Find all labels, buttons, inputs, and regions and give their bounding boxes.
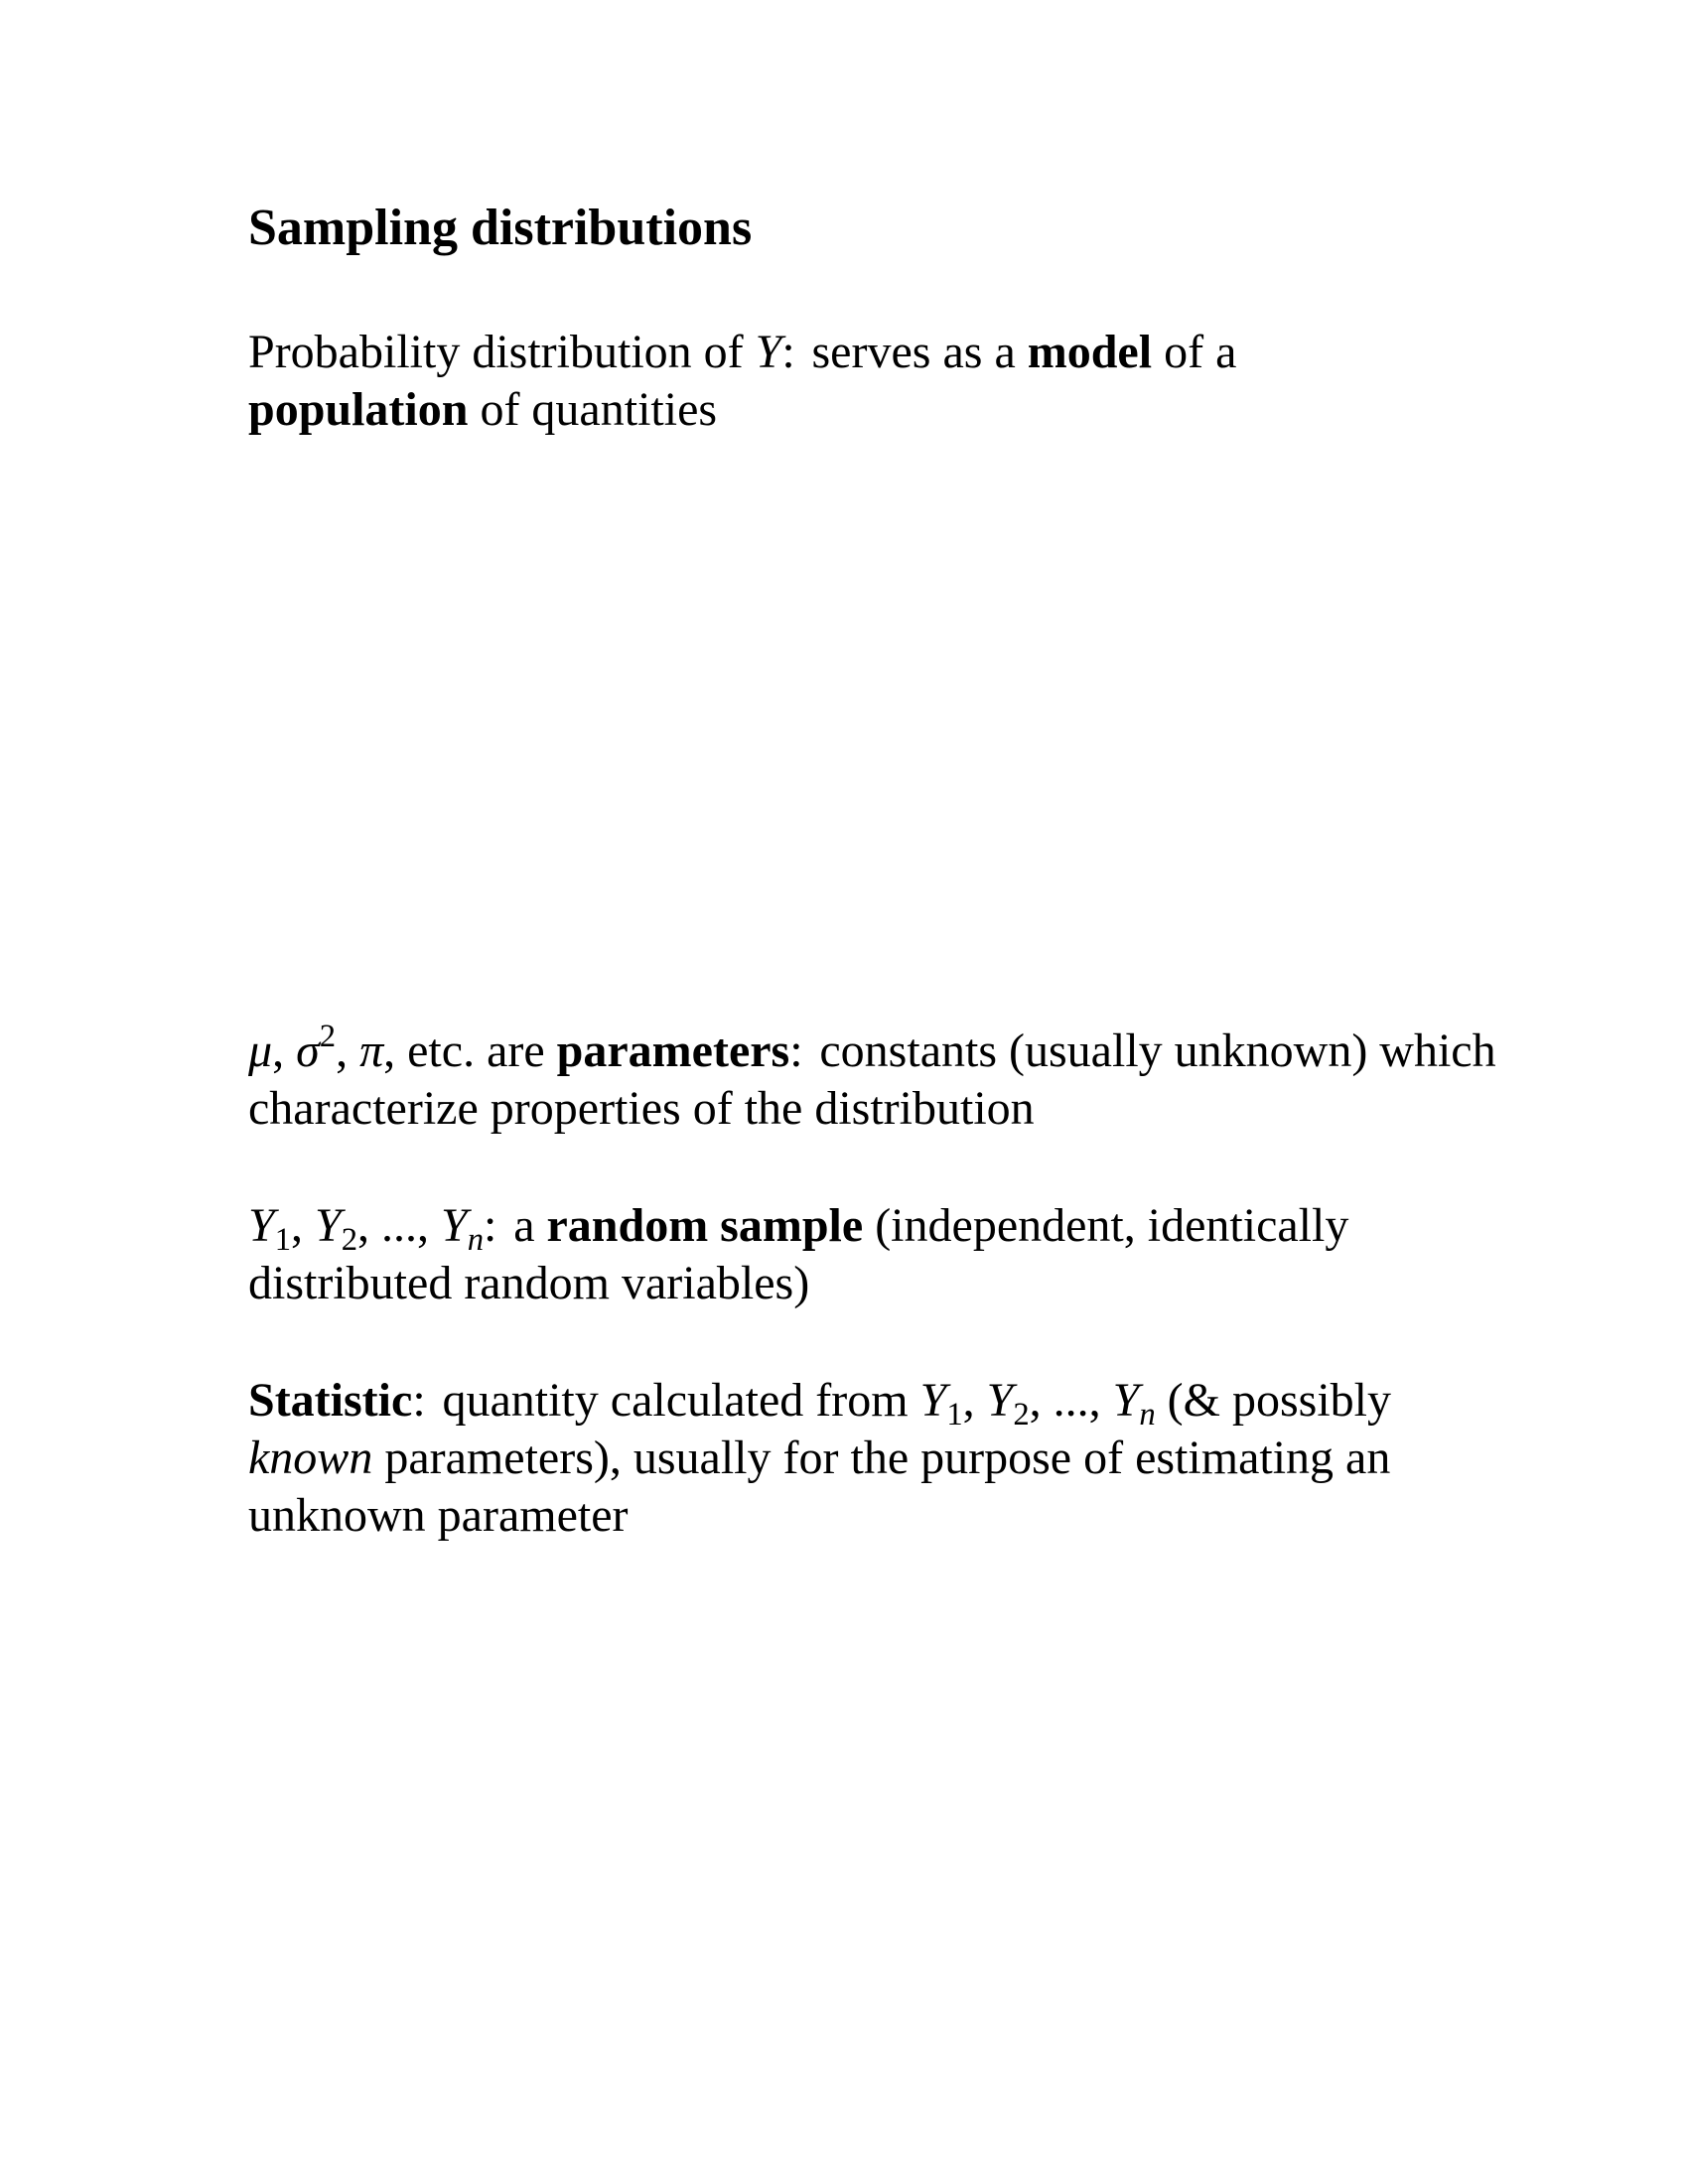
math-y: Y: [1112, 1374, 1140, 1427]
term-parameters: parameters: [556, 1024, 790, 1077]
text: :: [412, 1374, 426, 1427]
math-y: Y: [248, 1199, 275, 1252]
math-y: Y: [919, 1374, 947, 1427]
math-subscript: n: [1139, 1397, 1156, 1433]
math-sigma: σ: [296, 1024, 320, 1077]
math-subscript: 1: [946, 1397, 963, 1433]
text: of quantities: [468, 383, 718, 436]
math-subscript: n: [467, 1222, 485, 1259]
math-subscript: 2: [1013, 1397, 1030, 1433]
paragraph-parameters: [248, 1018, 1499, 1138]
text: ,: [272, 1024, 297, 1077]
text: ,: [962, 1374, 987, 1427]
math-subscript: 1: [274, 1222, 292, 1259]
term-known: known: [248, 1432, 373, 1484]
text: quantity calculated from: [442, 1374, 920, 1427]
text: :: [484, 1199, 497, 1252]
math-var-y: Y: [755, 326, 782, 378]
math-y: Y: [986, 1374, 1014, 1427]
term-model: model: [1027, 326, 1153, 378]
text: constants (usually unknown) which characterize properties of the distribution: [248, 1024, 1496, 1135]
text: , ...,: [357, 1199, 442, 1252]
text: parameters), usually for the purpose of estimating an unknown parameter: [248, 1432, 1391, 1542]
term-random-sample: random sample: [546, 1199, 864, 1252]
text: :: [781, 326, 795, 378]
math-subscript: 2: [341, 1222, 358, 1259]
term-statistic: Statistic: [248, 1374, 413, 1427]
text: of a: [1152, 326, 1237, 378]
text: ,: [336, 1024, 360, 1077]
text: serves as a: [811, 326, 1028, 378]
math-sigma-exponent: 2: [319, 1018, 337, 1054]
math-mu: μ: [248, 1024, 273, 1077]
math-y: Y: [441, 1199, 468, 1252]
text: :: [789, 1024, 803, 1077]
text: a: [513, 1199, 547, 1252]
text: (& possibly: [1155, 1374, 1392, 1427]
text: Probability distribution of: [248, 326, 756, 378]
paragraph-random-sample: [248, 1197, 1499, 1312]
paragraph-statistic: [248, 1372, 1499, 1545]
text: ,: [291, 1199, 316, 1252]
text: , ...,: [1029, 1374, 1113, 1427]
page-title: Sampling distributions: [248, 200, 753, 256]
math-pi: π: [359, 1024, 384, 1077]
text: (independent, identically distributed random variables): [248, 1199, 1349, 1309]
text: , etc. are: [383, 1024, 557, 1077]
paragraph-probability-distribution: [248, 324, 1499, 439]
math-y: Y: [315, 1199, 342, 1252]
term-population: population: [248, 383, 469, 436]
